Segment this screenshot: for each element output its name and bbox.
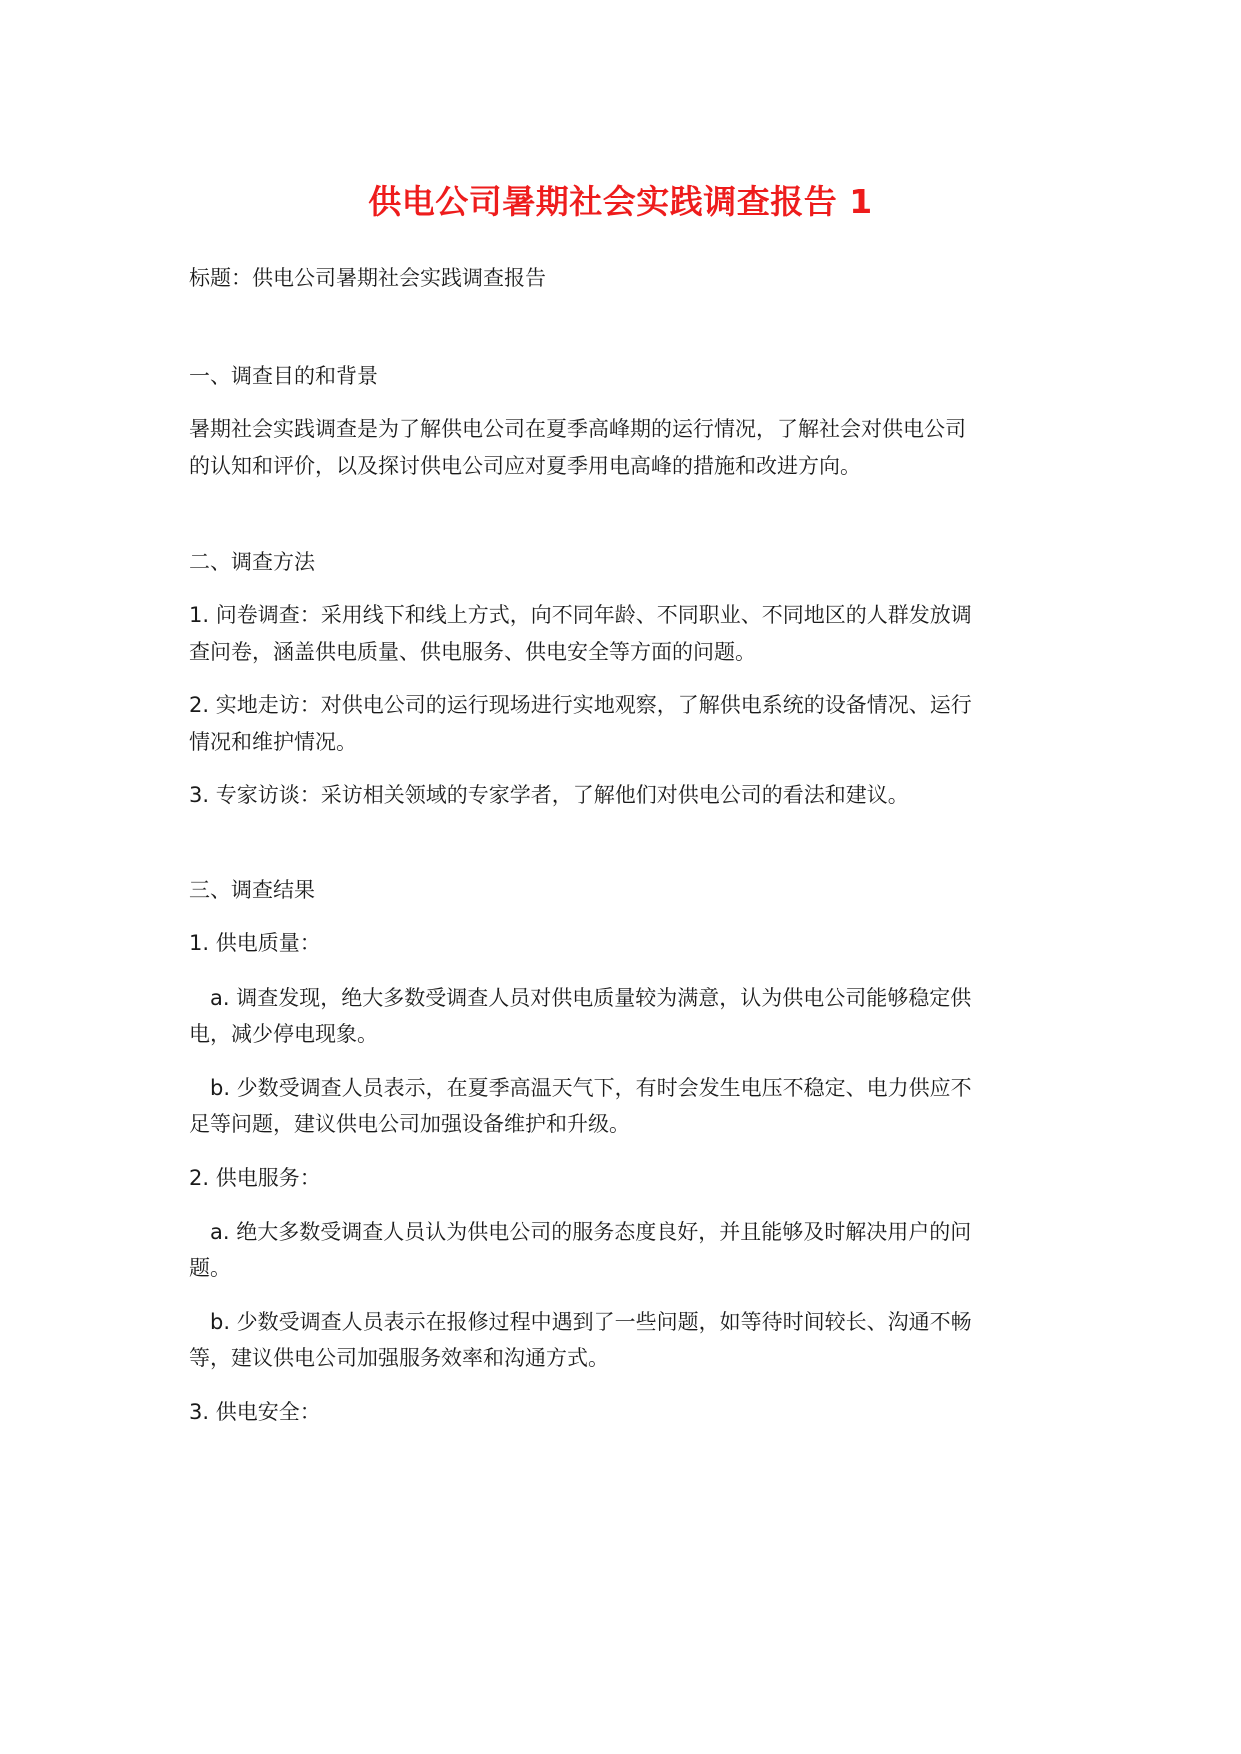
list-item-line: 2. 实地走访：对供电公司的运行现场进行实地观察，了解供电系统的设备情况、运行	[189, 693, 972, 717]
list-item-line: 题。	[189, 1256, 231, 1280]
list-item-line: 1. 问卷调查：采用线下和线上方式，向不同年龄、不同职业、不同地区的人群发放调	[189, 603, 972, 627]
subheading-safety: 3. 供电安全：	[189, 1400, 321, 1424]
label-line: 标题：供电公司暑期社会实践调查报告	[189, 266, 546, 290]
list-item-line: 足等问题，建议供电公司加强设备维护和升级。	[189, 1112, 630, 1136]
paragraph-line: 的认知和评价，以及探讨供电公司应对夏季用电高峰的措施和改进方向。	[189, 454, 861, 478]
list-item-line: a. 调查发现，绝大多数受调查人员对供电质量较为满意，认为供电公司能够稳定供	[210, 986, 972, 1010]
list-item-line: b. 少数受调查人员表示，在夏季高温天气下，有时会发生电压不稳定、电力供应不	[210, 1076, 972, 1100]
subheading-service: 2. 供电服务：	[189, 1166, 321, 1190]
list-item-line: 3. 专家访谈：采访相关领域的专家学者，了解他们对供电公司的看法和建议。	[189, 783, 909, 807]
list-item-line: 电，减少停电现象。	[189, 1022, 378, 1046]
list-item-line: 等，建议供电公司加强服务效率和沟通方式。	[189, 1346, 609, 1370]
list-item-line: a. 绝大多数受调查人员认为供电公司的服务态度良好，并且能够及时解决用户的问	[210, 1220, 972, 1244]
paragraph-line: 暑期社会实践调查是为了解供电公司在夏季高峰期的运行情况，了解社会对供电公司	[189, 417, 966, 441]
list-item-line: 情况和维护情况。	[189, 730, 357, 754]
section-heading-results: 三、调查结果	[189, 878, 315, 902]
section-heading-purpose: 一、调查目的和背景	[189, 364, 378, 388]
subheading-quality: 1. 供电质量：	[189, 931, 321, 955]
list-item-line: 查问卷，涵盖供电质量、供电服务、供电安全等方面的问题。	[189, 640, 756, 664]
list-item-line: b. 少数受调查人员表示在报修过程中遇到了一些问题，如等待时间较长、沟通不畅	[210, 1310, 972, 1334]
section-heading-method: 二、调查方法	[189, 550, 315, 574]
document-title: 供电公司暑期社会实践调查报告 1	[368, 182, 873, 221]
